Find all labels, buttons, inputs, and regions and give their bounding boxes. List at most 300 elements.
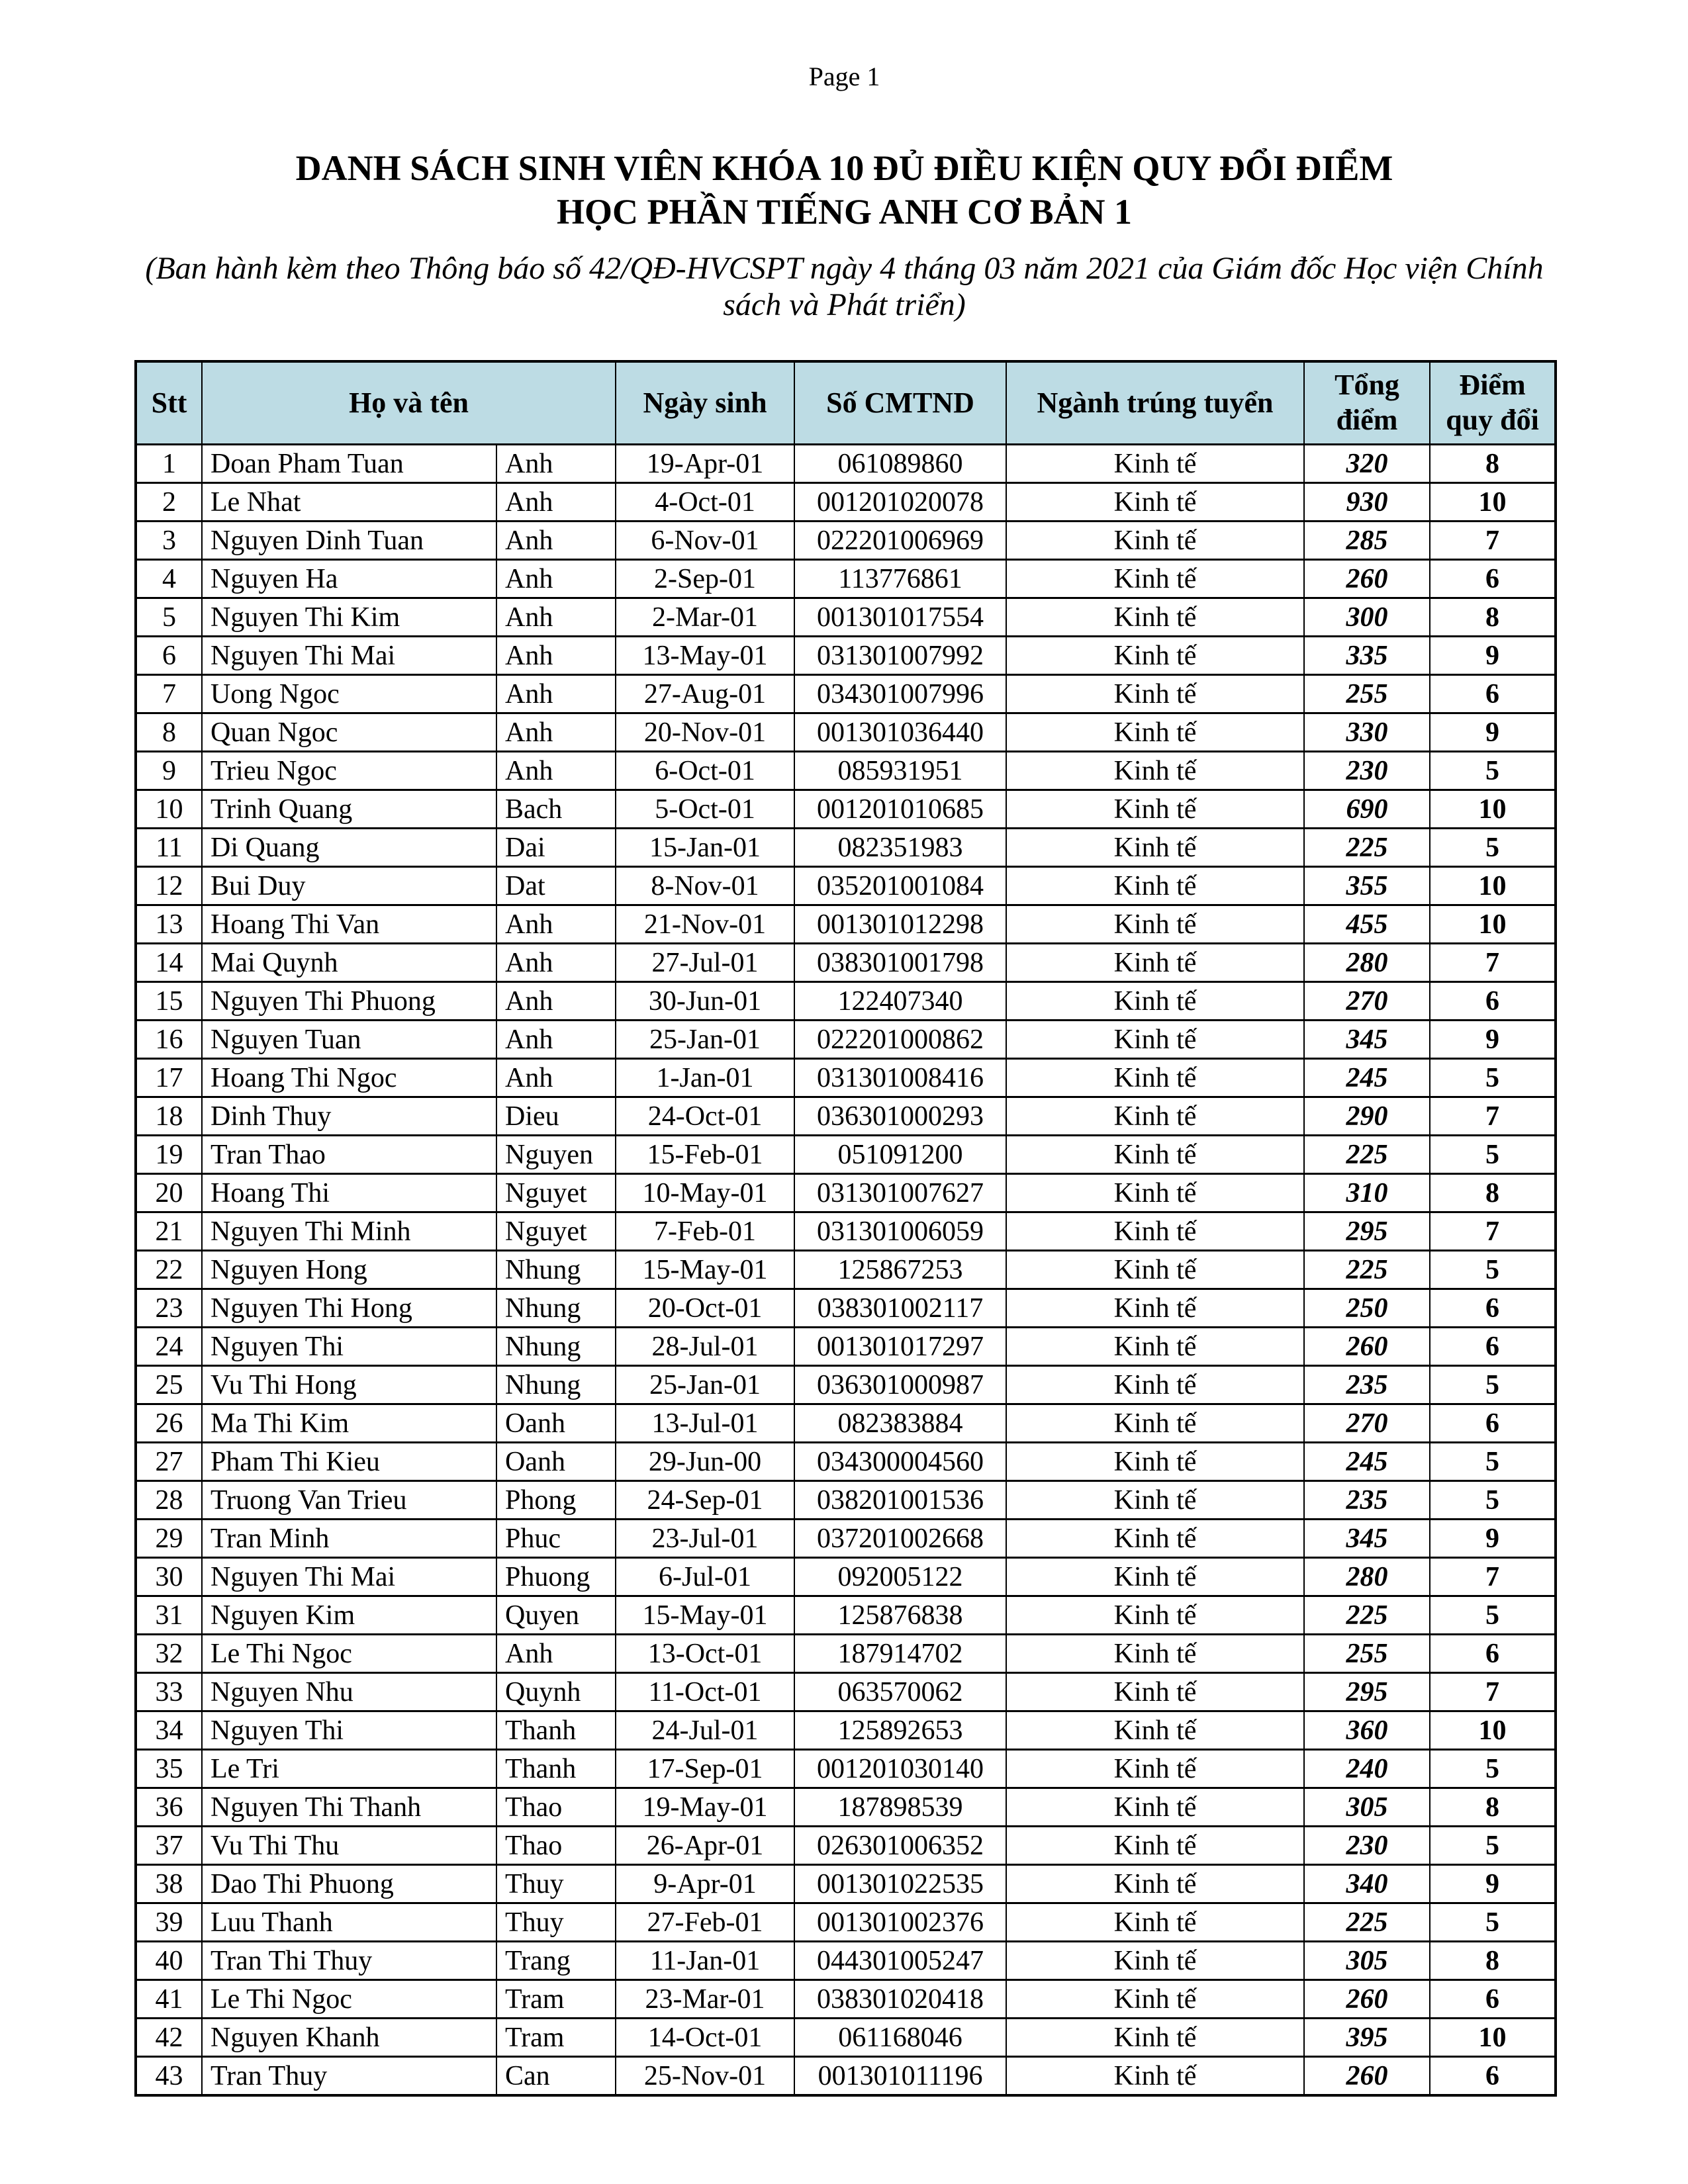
table-row	[136, 1481, 1556, 1520]
cell-stt: 13	[136, 905, 202, 944]
table-row	[136, 1750, 1556, 1788]
cell-name: Nguyen Thi	[202, 1711, 496, 1750]
cell-given-name: Thanh	[496, 1750, 616, 1788]
cell-dob: 25-Jan-01	[616, 1366, 794, 1404]
cell-dob: 11-Oct-01	[616, 1673, 794, 1711]
cell-converted-score: 5	[1430, 1443, 1556, 1481]
cell-major: Kinh tế	[1006, 905, 1304, 944]
cell-total-score: 270	[1304, 1404, 1430, 1443]
cell-major: Kinh tế	[1006, 1596, 1304, 1635]
cell-dob: 10-May-01	[616, 1174, 794, 1212]
cell-total-score: 235	[1304, 1481, 1430, 1520]
cell-converted-score: 9	[1430, 1520, 1556, 1558]
cell-converted-score: 5	[1430, 829, 1556, 867]
cell-name: Quan Ngoc	[202, 713, 496, 752]
cell-converted-score: 8	[1430, 1788, 1556, 1827]
cell-name: Le Nhat	[202, 483, 496, 522]
cell-converted-score: 5	[1430, 1481, 1556, 1520]
cell-name: Nguyen Thi Phuong	[202, 982, 496, 1021]
cell-stt: 23	[136, 1289, 202, 1328]
cell-given-name: Anh	[496, 445, 616, 483]
cell-total-score: 235	[1304, 1366, 1430, 1404]
cell-given-name: Thao	[496, 1827, 616, 1865]
table-row	[136, 1251, 1556, 1289]
cell-name: Trinh Quang	[202, 790, 496, 829]
cell-id-number: 001201010685	[794, 790, 1006, 829]
cell-stt: 32	[136, 1635, 202, 1673]
cell-converted-score: 7	[1430, 1673, 1556, 1711]
cell-id-number: 026301006352	[794, 1827, 1006, 1865]
cell-major: Kinh tế	[1006, 982, 1304, 1021]
cell-major: Kinh tế	[1006, 522, 1304, 560]
cell-total-score: 270	[1304, 982, 1430, 1021]
cell-total-score: 260	[1304, 560, 1430, 598]
cell-major: Kinh tế	[1006, 1328, 1304, 1366]
cell-dob: 23-Mar-01	[616, 1980, 794, 2019]
cell-name: Tran Minh	[202, 1520, 496, 1558]
cell-major: Kinh tế	[1006, 1443, 1304, 1481]
table-row	[136, 944, 1556, 982]
cell-major: Kinh tế	[1006, 1750, 1304, 1788]
cell-stt: 26	[136, 1404, 202, 1443]
cell-stt: 14	[136, 944, 202, 982]
cell-id-number: 125867253	[794, 1251, 1006, 1289]
student-roster-table	[134, 360, 1557, 2097]
table-row	[136, 1212, 1556, 1251]
cell-major: Kinh tế	[1006, 1059, 1304, 1097]
cell-stt: 8	[136, 713, 202, 752]
cell-given-name: Phong	[496, 1481, 616, 1520]
cell-converted-score: 8	[1430, 1942, 1556, 1980]
cell-converted-score: 5	[1430, 1366, 1556, 1404]
cell-total-score: 290	[1304, 1097, 1430, 1136]
cell-given-name: Oanh	[496, 1404, 616, 1443]
cell-major: Kinh tế	[1006, 790, 1304, 829]
cell-id-number: 031301008416	[794, 1059, 1006, 1097]
cell-name: Nguyen Thi Minh	[202, 1212, 496, 1251]
cell-id-number: 001301011196	[794, 2057, 1006, 2096]
cell-total-score: 240	[1304, 1750, 1430, 1788]
cell-total-score: 250	[1304, 1289, 1430, 1328]
cell-name: Nguyen Thi Kim	[202, 598, 496, 637]
cell-given-name: Anh	[496, 982, 616, 1021]
cell-dob: 19-Apr-01	[616, 445, 794, 483]
cell-stt: 4	[136, 560, 202, 598]
cell-major: Kinh tế	[1006, 1481, 1304, 1520]
cell-name: Ma Thi Kim	[202, 1404, 496, 1443]
table-row	[136, 1289, 1556, 1328]
cell-stt: 12	[136, 867, 202, 905]
table-row	[136, 1021, 1556, 1059]
cell-id-number: 001301017297	[794, 1328, 1006, 1366]
cell-name: Tran Thi Thuy	[202, 1942, 496, 1980]
cell-total-score: 280	[1304, 1558, 1430, 1596]
student-table-body	[136, 445, 1556, 2096]
cell-name: Bui Duy	[202, 867, 496, 905]
table-row	[136, 1404, 1556, 1443]
cell-total-score: 345	[1304, 1520, 1430, 1558]
cell-id-number: 092005122	[794, 1558, 1006, 1596]
cell-given-name: Anh	[496, 522, 616, 560]
cell-id-number: 082351983	[794, 829, 1006, 867]
cell-major: Kinh tế	[1006, 1289, 1304, 1328]
cell-stt: 15	[136, 982, 202, 1021]
cell-name: Nguyen Dinh Tuan	[202, 522, 496, 560]
cell-name: Le Tri	[202, 1750, 496, 1788]
cell-dob: 5-Oct-01	[616, 790, 794, 829]
table-row	[136, 829, 1556, 867]
cell-major: Kinh tế	[1006, 1980, 1304, 2019]
table-row	[136, 752, 1556, 790]
cell-given-name: Dieu	[496, 1097, 616, 1136]
cell-name: Nguyen Thi Mai	[202, 637, 496, 675]
table-row	[136, 982, 1556, 1021]
cell-name: Nguyen Thi Mai	[202, 1558, 496, 1596]
cell-dob: 15-Jan-01	[616, 829, 794, 867]
cell-given-name: Nguyet	[496, 1174, 616, 1212]
cell-converted-score: 6	[1430, 2057, 1556, 2096]
cell-name: Truong Van Trieu	[202, 1481, 496, 1520]
cell-dob: 24-Oct-01	[616, 1097, 794, 1136]
cell-id-number: 022201006969	[794, 522, 1006, 560]
cell-given-name: Anh	[496, 713, 616, 752]
cell-given-name: Anh	[496, 675, 616, 713]
cell-stt: 7	[136, 675, 202, 713]
cell-id-number: 038301002117	[794, 1289, 1006, 1328]
cell-total-score: 330	[1304, 713, 1430, 752]
page-number: Page 1	[808, 62, 880, 91]
cell-id-number: 085931951	[794, 752, 1006, 790]
table-row	[136, 637, 1556, 675]
cell-stt: 40	[136, 1942, 202, 1980]
table-row	[136, 790, 1556, 829]
cell-total-score: 245	[1304, 1059, 1430, 1097]
cell-given-name: Nhung	[496, 1328, 616, 1366]
cell-total-score: 225	[1304, 1251, 1430, 1289]
cell-converted-score: 5	[1430, 1903, 1556, 1942]
cell-total-score: 395	[1304, 2019, 1430, 2057]
cell-converted-score: 5	[1430, 752, 1556, 790]
table-row	[136, 675, 1556, 713]
cell-id-number: 034300004560	[794, 1443, 1006, 1481]
cell-name: Nguyen Khanh	[202, 2019, 496, 2057]
document-title-line2: HỌC PHẦN TIẾNG ANH CƠ BẢN 1	[556, 191, 1133, 232]
cell-stt: 28	[136, 1481, 202, 1520]
table-row	[136, 1788, 1556, 1827]
cell-stt: 31	[136, 1596, 202, 1635]
cell-stt: 25	[136, 1366, 202, 1404]
cell-major: Kinh tế	[1006, 445, 1304, 483]
cell-given-name: Anh	[496, 1059, 616, 1097]
cell-total-score: 335	[1304, 637, 1430, 675]
cell-given-name: Dat	[496, 867, 616, 905]
cell-major: Kinh tế	[1006, 637, 1304, 675]
cell-stt: 39	[136, 1903, 202, 1942]
document-title-line1: DANH SÁCH SINH VIÊN KHÓA 10 ĐỦ ĐIỀU KIỆN QUY ĐỔI ĐIỂM	[295, 148, 1393, 188]
table-row	[136, 1443, 1556, 1481]
cell-converted-score: 6	[1430, 675, 1556, 713]
cell-converted-score: 10	[1430, 2019, 1556, 2057]
header-dob: Ngày sinh	[616, 361, 794, 445]
cell-stt: 19	[136, 1136, 202, 1174]
cell-total-score: 310	[1304, 1174, 1430, 1212]
cell-stt: 10	[136, 790, 202, 829]
cell-major: Kinh tế	[1006, 2057, 1304, 2096]
cell-total-score: 455	[1304, 905, 1430, 944]
cell-id-number: 036301000293	[794, 1097, 1006, 1136]
cell-id-number: 035201001084	[794, 867, 1006, 905]
cell-converted-score: 5	[1430, 1251, 1556, 1289]
document-subtitle: (Ban hành kèm theo Thông báo số 42/QĐ-HVCSPT ngày 4 tháng 03 năm 2021 của Giám đốc Học viện Chính sách và Phát triển)	[145, 250, 1544, 322]
cell-name: Di Quang	[202, 829, 496, 867]
header-major: Ngành trúng tuyển	[1006, 361, 1304, 445]
cell-converted-score: 6	[1430, 1404, 1556, 1443]
cell-id-number: 038301001798	[794, 944, 1006, 982]
table-row	[136, 1903, 1556, 1942]
cell-converted-score: 6	[1430, 1328, 1556, 1366]
cell-stt: 30	[136, 1558, 202, 1596]
cell-name: Trieu Ngoc	[202, 752, 496, 790]
cell-dob: 14-Oct-01	[616, 2019, 794, 2057]
cell-name: Nguyen Thi Hong	[202, 1289, 496, 1328]
cell-dob: 30-Jun-01	[616, 982, 794, 1021]
cell-converted-score: 7	[1430, 1212, 1556, 1251]
cell-given-name: Trang	[496, 1942, 616, 1980]
cell-given-name: Anh	[496, 1021, 616, 1059]
cell-id-number: 063570062	[794, 1673, 1006, 1711]
cell-given-name: Nhung	[496, 1251, 616, 1289]
cell-dob: 11-Jan-01	[616, 1942, 794, 1980]
cell-dob: 15-May-01	[616, 1251, 794, 1289]
cell-converted-score: 7	[1430, 1097, 1556, 1136]
cell-converted-score: 6	[1430, 1289, 1556, 1328]
cell-major: Kinh tế	[1006, 1635, 1304, 1673]
cell-name: Hoang Thi Van	[202, 905, 496, 944]
cell-given-name: Phuong	[496, 1558, 616, 1596]
cell-given-name: Anh	[496, 944, 616, 982]
cell-name: Nguyen Ha	[202, 560, 496, 598]
cell-stt: 29	[136, 1520, 202, 1558]
cell-stt: 41	[136, 1980, 202, 2019]
cell-converted-score: 10	[1430, 905, 1556, 944]
cell-total-score: 260	[1304, 2057, 1430, 2096]
cell-name: Nguyen Tuan	[202, 1021, 496, 1059]
document-title	[134, 147, 1554, 234]
cell-id-number: 125892653	[794, 1711, 1006, 1750]
cell-dob: 19-May-01	[616, 1788, 794, 1827]
table-row	[136, 905, 1556, 944]
cell-total-score: 285	[1304, 522, 1430, 560]
table-row	[136, 445, 1556, 483]
cell-major: Kinh tế	[1006, 1174, 1304, 1212]
cell-total-score: 255	[1304, 675, 1430, 713]
cell-stt: 24	[136, 1328, 202, 1366]
cell-stt: 22	[136, 1251, 202, 1289]
table-row	[136, 1174, 1556, 1212]
cell-major: Kinh tế	[1006, 1558, 1304, 1596]
cell-name: Hoang Thi Ngoc	[202, 1059, 496, 1097]
cell-dob: 24-Jul-01	[616, 1711, 794, 1750]
cell-major: Kinh tế	[1006, 1711, 1304, 1750]
cell-converted-score: 8	[1430, 598, 1556, 637]
cell-total-score: 930	[1304, 483, 1430, 522]
cell-total-score: 255	[1304, 1635, 1430, 1673]
cell-given-name: Quynh	[496, 1673, 616, 1711]
cell-converted-score: 8	[1430, 445, 1556, 483]
table-row	[136, 1865, 1556, 1903]
table-row	[136, 1711, 1556, 1750]
cell-converted-score: 6	[1430, 560, 1556, 598]
cell-major: Kinh tế	[1006, 829, 1304, 867]
table-row	[136, 1827, 1556, 1865]
cell-dob: 13-Jul-01	[616, 1404, 794, 1443]
cell-dob: 13-May-01	[616, 637, 794, 675]
cell-converted-score: 5	[1430, 1596, 1556, 1635]
table-row	[136, 2019, 1556, 2057]
cell-dob: 6-Nov-01	[616, 522, 794, 560]
cell-dob: 7-Feb-01	[616, 1212, 794, 1251]
header-total-score: Tổng điểm	[1304, 361, 1430, 445]
table-row	[136, 522, 1556, 560]
cell-total-score: 280	[1304, 944, 1430, 982]
cell-total-score: 340	[1304, 1865, 1430, 1903]
cell-converted-score: 7	[1430, 944, 1556, 982]
cell-converted-score: 10	[1430, 1711, 1556, 1750]
cell-dob: 15-Feb-01	[616, 1136, 794, 1174]
cell-id-number: 061089860	[794, 445, 1006, 483]
cell-converted-score: 6	[1430, 1980, 1556, 2019]
cell-converted-score: 8	[1430, 1174, 1556, 1212]
cell-major: Kinh tế	[1006, 598, 1304, 637]
cell-stt: 17	[136, 1059, 202, 1097]
cell-major: Kinh tế	[1006, 560, 1304, 598]
cell-given-name: Anh	[496, 637, 616, 675]
cell-given-name: Thuy	[496, 1865, 616, 1903]
cell-dob: 27-Jul-01	[616, 944, 794, 982]
cell-dob: 25-Jan-01	[616, 1021, 794, 1059]
cell-converted-score: 5	[1430, 1136, 1556, 1174]
table-row	[136, 713, 1556, 752]
cell-major: Kinh tế	[1006, 867, 1304, 905]
cell-converted-score: 9	[1430, 1021, 1556, 1059]
cell-stt: 37	[136, 1827, 202, 1865]
cell-converted-score: 9	[1430, 637, 1556, 675]
cell-stt: 38	[136, 1865, 202, 1903]
cell-dob: 27-Aug-01	[616, 675, 794, 713]
cell-dob: 15-May-01	[616, 1596, 794, 1635]
cell-dob: 26-Apr-01	[616, 1827, 794, 1865]
cell-stt: 34	[136, 1711, 202, 1750]
cell-id-number: 187898539	[794, 1788, 1006, 1827]
cell-name: Vu Thi Thu	[202, 1827, 496, 1865]
cell-name: Uong Ngoc	[202, 675, 496, 713]
cell-total-score: 305	[1304, 1942, 1430, 1980]
cell-id-number: 038301020418	[794, 1980, 1006, 2019]
cell-converted-score: 5	[1430, 1059, 1556, 1097]
cell-stt: 6	[136, 637, 202, 675]
cell-dob: 29-Jun-00	[616, 1443, 794, 1481]
cell-stt: 9	[136, 752, 202, 790]
cell-dob: 8-Nov-01	[616, 867, 794, 905]
cell-dob: 20-Oct-01	[616, 1289, 794, 1328]
cell-stt: 1	[136, 445, 202, 483]
header-stt: Stt	[136, 361, 202, 445]
cell-given-name: Anh	[496, 752, 616, 790]
cell-id-number: 001301017554	[794, 598, 1006, 637]
cell-major: Kinh tế	[1006, 1251, 1304, 1289]
cell-given-name: Oanh	[496, 1443, 616, 1481]
table-header-row	[136, 361, 1556, 445]
cell-id-number: 001301002376	[794, 1903, 1006, 1942]
cell-major: Kinh tế	[1006, 944, 1304, 982]
cell-name: Hoang Thi	[202, 1174, 496, 1212]
cell-given-name: Phuc	[496, 1520, 616, 1558]
table-row	[136, 1558, 1556, 1596]
cell-name: Dao Thi Phuong	[202, 1865, 496, 1903]
cell-dob: 28-Jul-01	[616, 1328, 794, 1366]
cell-name: Le Thi Ngoc	[202, 1980, 496, 2019]
cell-id-number: 187914702	[794, 1635, 1006, 1673]
cell-id-number: 044301005247	[794, 1942, 1006, 1980]
cell-dob: 21-Nov-01	[616, 905, 794, 944]
cell-dob: 13-Oct-01	[616, 1635, 794, 1673]
cell-total-score: 260	[1304, 1328, 1430, 1366]
cell-total-score: 225	[1304, 1596, 1430, 1635]
cell-major: Kinh tế	[1006, 1212, 1304, 1251]
cell-given-name: Nhung	[496, 1289, 616, 1328]
cell-id-number: 031301006059	[794, 1212, 1006, 1251]
cell-dob: 6-Oct-01	[616, 752, 794, 790]
cell-dob: 20-Nov-01	[616, 713, 794, 752]
cell-name: Doan Pham Tuan	[202, 445, 496, 483]
cell-name: Nguyen Nhu	[202, 1673, 496, 1711]
cell-converted-score: 5	[1430, 1750, 1556, 1788]
cell-stt: 2	[136, 483, 202, 522]
cell-dob: 1-Jan-01	[616, 1059, 794, 1097]
cell-total-score: 295	[1304, 1212, 1430, 1251]
table-row	[136, 867, 1556, 905]
cell-total-score: 230	[1304, 1827, 1430, 1865]
cell-given-name: Thao	[496, 1788, 616, 1827]
cell-id-number: 001301012298	[794, 905, 1006, 944]
table-row	[136, 1328, 1556, 1366]
cell-total-score: 360	[1304, 1711, 1430, 1750]
cell-converted-score: 7	[1430, 1558, 1556, 1596]
cell-id-number: 034301007996	[794, 675, 1006, 713]
cell-converted-score: 9	[1430, 1865, 1556, 1903]
table-row	[136, 1366, 1556, 1404]
cell-total-score: 245	[1304, 1443, 1430, 1481]
cell-major: Kinh tế	[1006, 1366, 1304, 1404]
cell-stt: 42	[136, 2019, 202, 2057]
cell-name: Vu Thi Hong	[202, 1366, 496, 1404]
cell-major: Kinh tế	[1006, 1404, 1304, 1443]
cell-name: Nguyen Thi	[202, 1328, 496, 1366]
cell-name: Nguyen Thi Thanh	[202, 1788, 496, 1827]
cell-dob: 23-Jul-01	[616, 1520, 794, 1558]
cell-given-name: Tram	[496, 1980, 616, 2019]
cell-total-score: 345	[1304, 1021, 1430, 1059]
cell-major: Kinh tế	[1006, 1865, 1304, 1903]
cell-dob: 2-Mar-01	[616, 598, 794, 637]
cell-given-name: Tram	[496, 2019, 616, 2057]
cell-given-name: Bach	[496, 790, 616, 829]
cell-given-name: Nguyet	[496, 1212, 616, 1251]
cell-dob: 4-Oct-01	[616, 483, 794, 522]
cell-id-number: 022201000862	[794, 1021, 1006, 1059]
cell-id-number: 061168046	[794, 2019, 1006, 2057]
cell-stt: 16	[136, 1021, 202, 1059]
